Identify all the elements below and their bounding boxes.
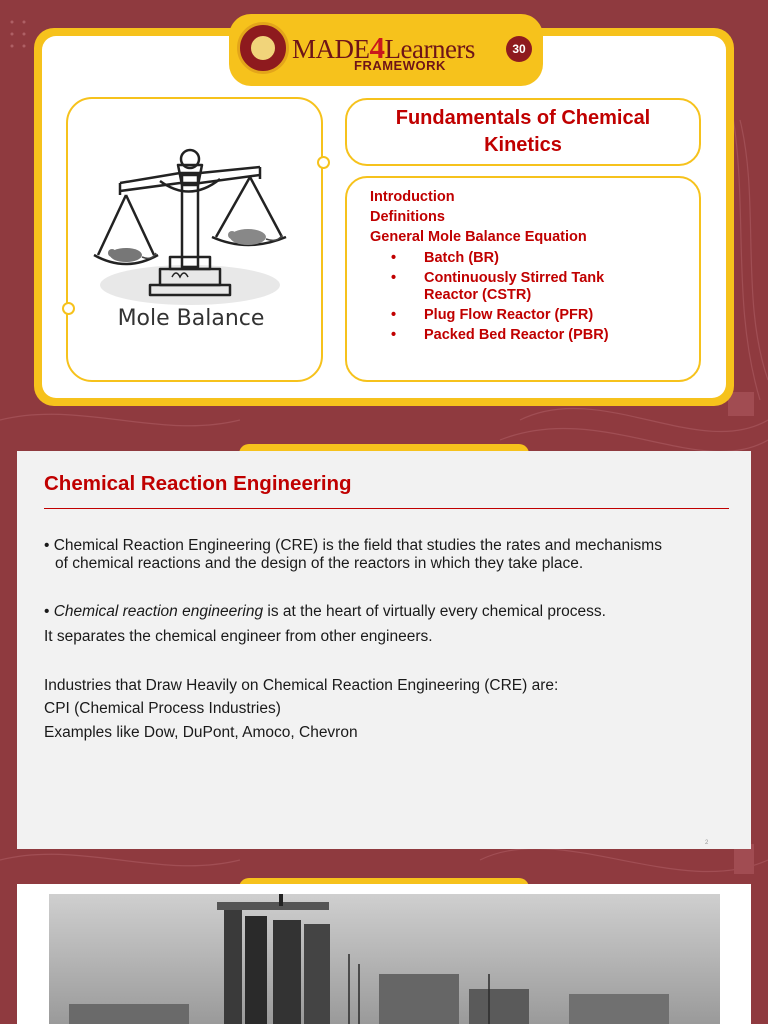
bullet-2-prefix: • bbox=[44, 603, 54, 620]
bullet-2-emphasis: Chemical reaction engineering bbox=[53, 603, 264, 620]
page-number: 2 bbox=[705, 840, 709, 846]
industries-line-2: CPI (Chemical Process Industries) bbox=[44, 700, 281, 717]
logo-brand-post: Learners bbox=[384, 34, 475, 64]
toc-subitem: • Plug Flow Reactor (PFR) bbox=[370, 307, 654, 324]
logo-badge: 30 bbox=[506, 36, 532, 62]
logo-brand-pre: MADE bbox=[292, 34, 370, 64]
chemical-plant-photo bbox=[49, 894, 720, 1024]
bullet-1-line-2: of chemical reactions and the design of the reactors in which they take place. bbox=[55, 555, 584, 572]
toc-item: Introduction bbox=[370, 189, 455, 205]
industries-line-3: Examples like Dow, DuPont, Amoco, Chevron bbox=[44, 724, 358, 741]
bullet-1-line-1: • Chemical Reaction Engineering (CRE) is the field that studies the rates and mechanisms bbox=[44, 537, 662, 554]
slide-1-title: Fundamentals of Chemical Kinetics bbox=[395, 107, 651, 156]
balance-scale-illustration bbox=[90, 145, 290, 307]
title-divider bbox=[44, 508, 729, 509]
industries-line-1: Industries that Draw Heavily on Chemical Reaction Engineering (CRE) are: bbox=[44, 677, 559, 694]
logo-subtitle: FRAMEWORK bbox=[354, 58, 446, 73]
toc-subitem: • Batch (BR) bbox=[370, 250, 654, 267]
slide-1-title-box bbox=[345, 98, 701, 166]
logo-brand-four: 4 bbox=[369, 30, 385, 65]
bullet-2-line-2: It separates the chemical engineer from other engineers. bbox=[44, 628, 433, 645]
connector-dot-mid bbox=[317, 156, 330, 169]
toc-item: General Mole Balance Equation bbox=[370, 229, 587, 245]
slide-2 bbox=[17, 451, 751, 849]
bullet-2-rest: is at the heart of virtually every chemical process. bbox=[263, 603, 606, 620]
toc-subitem: • Continuously Stirred Tank Reactor (CSTR) bbox=[370, 270, 654, 304]
toc-item: Definitions bbox=[370, 209, 445, 225]
slide-2-title: Chemical Reaction Engineering bbox=[44, 472, 352, 495]
image-caption: Mole Balance bbox=[117, 306, 265, 331]
table-of-contents bbox=[370, 187, 654, 344]
university-seal-icon bbox=[237, 22, 289, 74]
toc-subitem: • Packed Bed Reactor (PBR) bbox=[370, 327, 654, 344]
bullet-2-line-1 bbox=[44, 602, 606, 621]
